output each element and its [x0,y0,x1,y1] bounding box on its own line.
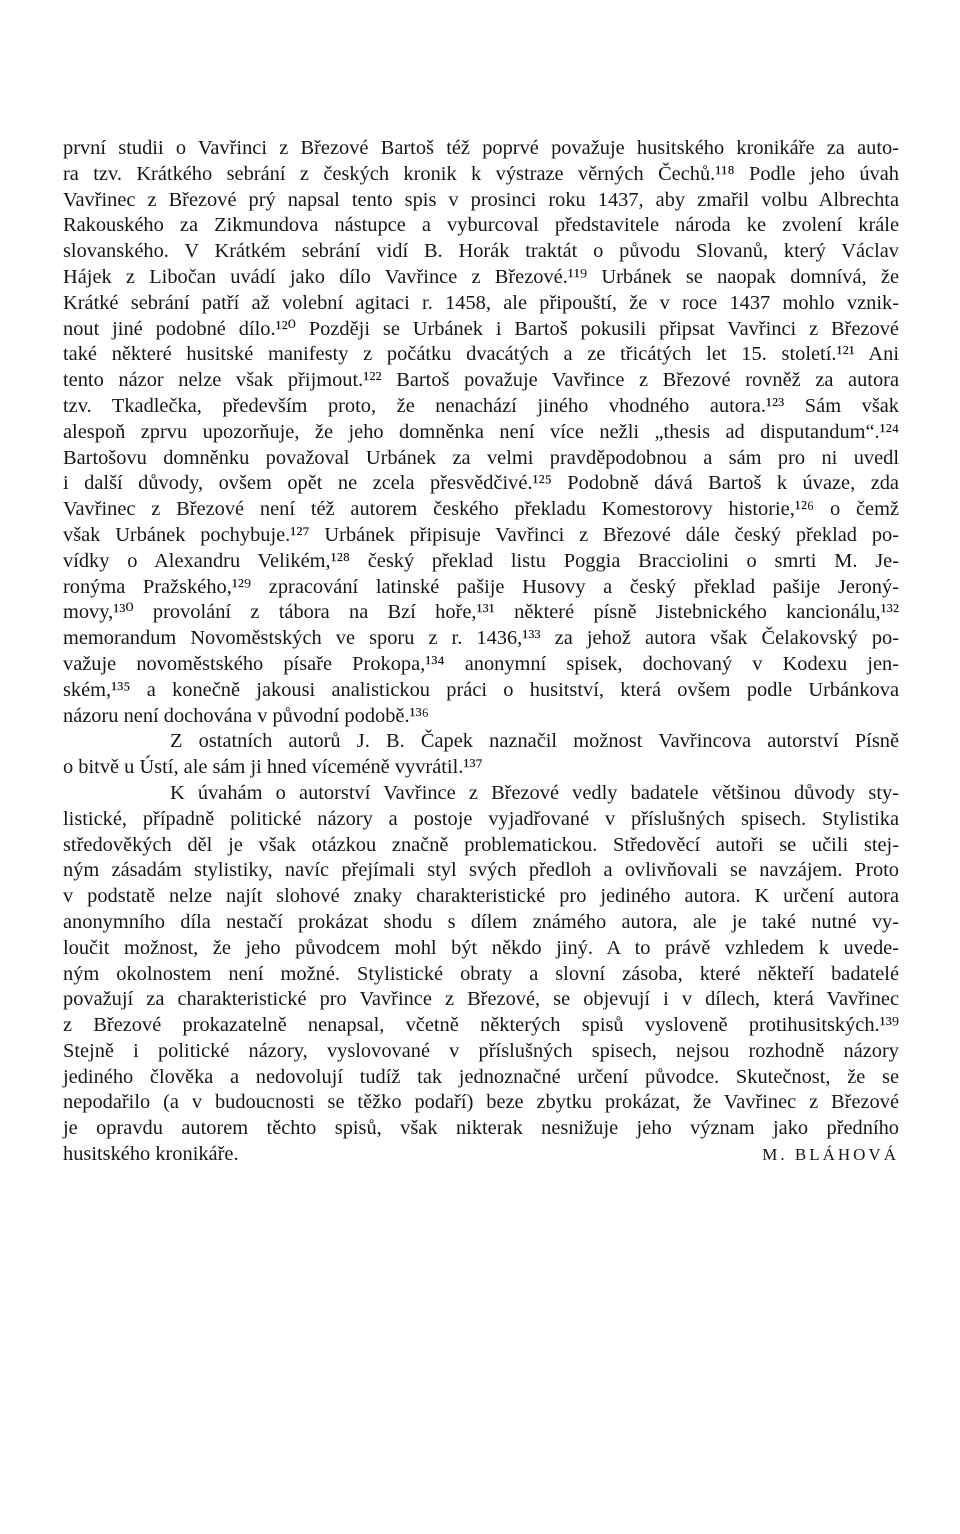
text-line: nout jiné podobné dílo.¹²⁰ Později se Urbánek i Bartoš pokusili připsat Vavřinci z Březové [63,317,899,340]
text-line: však Urbánek pochybuje.¹²⁷ Urbánek připisuje Vavřinci z Březové dále český překlad po- [63,523,899,546]
text-line: tzv. Tkadlečka, především proto, že nenachází jiného vhodného autora.¹²³ Sám však [63,394,899,417]
text-line: také některé husitské manifesty z počátku dvacátých a ze třicátých let 15. století.¹²¹ Ani [63,343,899,366]
text-line: Hájek z Libočan uvádí jako dílo Vavřince z Březové.¹¹⁹ Urbánek se naopak domnívá, že [63,265,899,288]
text-line: v podstatě nelze najít slohové znaky charakteristické pro jediného autora. K určení autora [63,885,899,908]
text-line: važuje novoměstského písaře Prokopa,¹³⁴ anonymní spisek, dochovaný v Kodexu jen- [63,652,899,675]
text-line: tento názor nelze však přijmout.¹²² Bartoš považuje Vavřince z Březové rovněž za autora [63,369,899,392]
text-line: názoru není dochována v původní podobě.¹³⁶ [63,704,429,727]
text-line: listické, případně politické názory a postoje vyjadřované v příslušných spisech. Stylistika [63,807,899,830]
author-signature: M. BLÁHOVÁ [762,1145,899,1165]
text-line: vídky o Alexandru Velikém,¹²⁸ český překlad listu Poggia Bracciolini o smrti M. Je- [63,549,899,572]
text-line: Krátké sebrání patří až volební agitaci r. 1458, ale připouští, že v roce 1437 mohlo vznik- [63,291,899,314]
text-line: nepodařilo (a v budoucnosti se těžko podaří) beze zbytku prokázat, že Vavřinec z Březové [63,1091,899,1114]
text-line: Vavřinec z Březové není též autorem českého překladu Komestorovy historie,¹²⁶ o čemž [63,498,899,521]
text-line: movy,¹³⁰ provolání z tábora na Bzí hoře,¹³¹ některé písně Jistebnického kancionálu,¹³² [63,601,899,624]
text-line: z Březové prokazatelně nenapsal, včetně některých spisů vysloveně protihusitských.¹³⁹ [63,1014,899,1037]
text-line: Z ostatních autorů J. B. Čapek naznačil možnost Vavřincova autorství Písně [170,730,899,753]
text-line: loučit možnost, že jeho původcem mohl být někdo jiný. A to právě vzhledem k uvede- [63,936,899,959]
final-line-text: husitského kronikáře. [63,1143,239,1166]
text-line: středověkých děl je však otázkou značně problematickou. Středověcí autoři se učili stej- [63,833,899,856]
text-line: slovanského. V Krátkém sebrání vidí B. Horák traktát o původu Slovanů, který Václav [63,240,899,263]
text-line: ným zásadám stylistiky, navíc přejímali styl svých předloh a ovlivňovali se navzájem. Proto [63,859,899,882]
text-line: ra tzv. Krátkého sebrání z českých kronik k výstraze věrných Čechů.¹¹⁸ Podle jeho úvah [63,162,899,185]
text-line: jediného člověka a nedovolují tudíž tak jednoznačné určení původce. Skutečnost, že se [63,1065,899,1088]
text-line: memorandum Novoměstských ve sporu z r. 1436,¹³³ za jehož autora však Čelakovský po- [63,627,899,650]
final-line [63,1142,899,1168]
text-line: Stejně i politické názory, vyslovované v příslušných spisech, nejsou rozhodně názory [63,1039,899,1062]
text-line: anonymního díla nestačí prokázat shodu s dílem známého autora, ale je také nutné vy- [63,910,899,933]
text-line: o bitvě u Ústí, ale sám ji hned víceméně vyvrátil.¹³⁷ [63,756,483,779]
document-page [63,136,899,1168]
text-line: alespoň zprvu upozorňuje, že jeho domněnka není více nežli „thesis ad disputandum“.¹²⁴ [63,420,899,443]
text-line: ském,¹³⁵ a konečně jakousi analistickou práci o husitství, která ovšem podle Urbánkova [63,678,899,701]
text-line: Rakouského za Zikmundova nástupce a vyburcoval představitele národa ke zvolení krále [63,214,899,237]
body-text [63,136,899,1142]
text-line: první studii o Vavřinci z Březové Bartoš též poprvé považuje husitského kronikáře za auto- [63,137,899,159]
text-line: je opravdu autorem těchto spisů, však nikterak nesnižuje jeho význam jako předního [63,1117,899,1140]
text-line: Vavřinec z Březové prý napsal tento spis v prosinci roku 1437, aby zmařil volbu Albrechta [63,188,899,211]
text-line: K úvahám o autorství Vavřince z Březové vedly badatele většinou důvody sty- [170,781,899,804]
text-line: ronýma Pražského,¹²⁹ zpracování latinské pašije Husovy a český překlad pašije Jeroný- [63,575,899,598]
text-line: i další důvody, ovšem opět ne zcela přesvědčivé.¹²⁵ Podobně dává Bartoš k úvaze, zda [63,472,899,495]
text-line: Bartošovu domněnku považoval Urbánek za velmi pravděpodobnou a sám pro ni uvedl [63,446,899,469]
text-line: ným okolnostem není možné. Stylistické obraty a slovní zásoba, které někteří badatelé [63,962,899,985]
text-line: považují za charakteristické pro Vavřince z Březové, se objevují i v dílech, která Vavřinec [63,988,899,1011]
